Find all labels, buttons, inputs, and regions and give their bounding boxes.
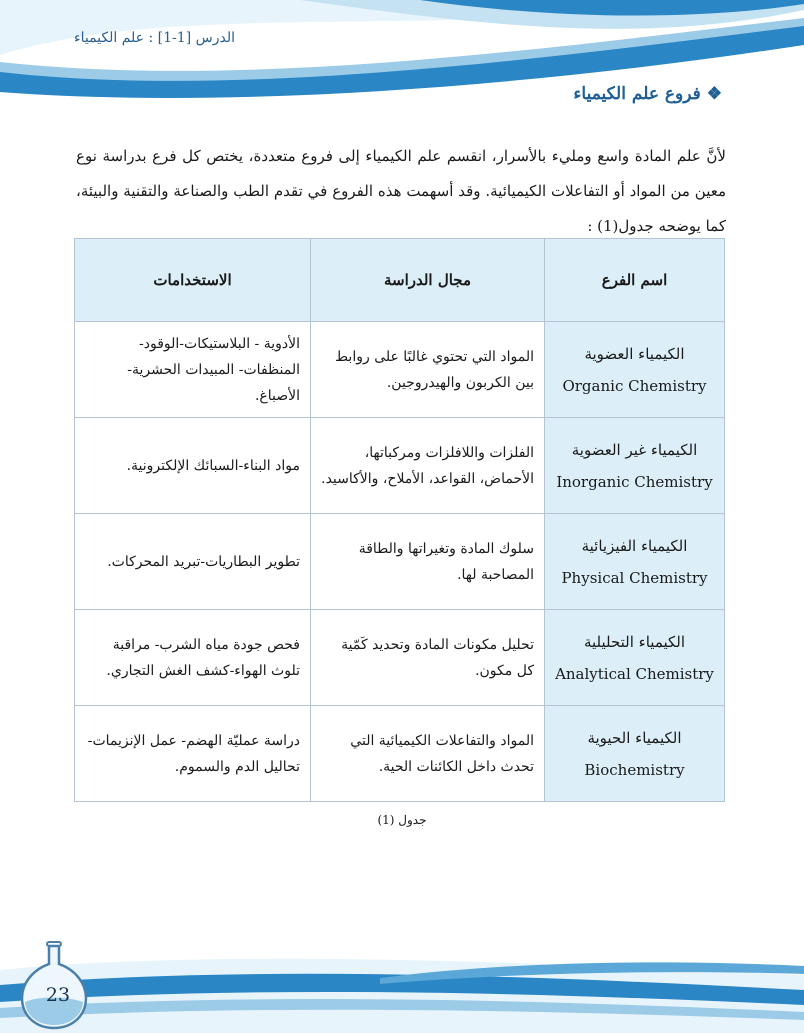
branch-name-en: Organic Chemistry (562, 376, 707, 395)
branch-cell (545, 610, 725, 706)
field-cell: الفلزات واللافلزات ومركباتها، الأحماض، القواعد، الأملاح، والأكاسيد. (311, 418, 545, 514)
branch-name-en: Analytical Chemistry (555, 664, 714, 683)
branch-cell (545, 322, 725, 418)
table-row (75, 706, 725, 802)
uses-cell: تطوير البطاريات-تبريد المحركات. (75, 514, 311, 610)
branch-name-ar: الكيمياء التحليلية (583, 632, 686, 651)
branch-name-ar: الكيمياء العضوية (584, 344, 685, 363)
branch-cell (545, 418, 725, 514)
uses-cell: دراسة عمليّة الهضم- عمل الإنزيمات-تحاليل الدم والسموم. (75, 706, 311, 802)
branch-name-ar: الكيمياء غير العضوية (571, 440, 698, 459)
header-branch-name: اسم الفرع (545, 239, 725, 322)
bottom-wave-decoration (0, 930, 804, 1033)
table-row (75, 610, 725, 706)
branch-cell (545, 514, 725, 610)
branch-name-en: Physical Chemistry (561, 568, 708, 587)
section-title-text: فروع علم الكيمياء (573, 84, 701, 104)
diamond-bullet-icon: ❖ (706, 84, 722, 104)
branch-name-ar: الكيمياء الفيزيائية (581, 536, 688, 555)
uses-cell: فحص جودة مياه الشرب- مراقبة تلوث الهواء-كشف الغش التجاري. (75, 610, 311, 706)
header-uses: الاستخدامات (75, 239, 311, 322)
table-row (75, 514, 725, 610)
field-cell: تحليل مكونات المادة وتحديد كَمّية كل مكون. (311, 610, 545, 706)
field-cell: المواد التي تحتوي غالبًا على روابط بين الكربون والهيدروجين. (311, 322, 545, 418)
branch-name-en: Biochemistry (584, 760, 685, 779)
uses-cell: الأدوية - البلاستيكات-الوقود-المنظفات- المبيدات الحشرية- الأصباغ. (75, 322, 311, 418)
uses-cell: مواد البناء-السبائك الإلكترونية. (75, 418, 311, 514)
table-row (75, 418, 725, 514)
table-header-row (75, 239, 725, 322)
field-cell: سلوك المادة وتغيراتها والطاقة المصاحبة لها. (311, 514, 545, 610)
lesson-header: الدرس [1-1] : علم الكيمياء (74, 30, 235, 46)
branch-cell (545, 706, 725, 802)
page-number: 23 (45, 984, 71, 1006)
branch-name-ar: الكيمياء الحيوية (587, 728, 682, 747)
table-row (75, 322, 725, 418)
intro-paragraph: لأنَّ علم المادة واسع ومليء بالأسرار، انقسم علم الكيمياء إلى فروع متعددة، يختص كل فرع بدراسة نوع معين من المواد أو التفاعلات الكيميائية. وقد أسهمت هذه الفروع في تقدم الطب والصناعة والتقنية والبيئة، كما يوضحه جدول(1) : (76, 147, 726, 235)
table-caption: جدول (1) (377, 813, 427, 827)
section-heading (573, 84, 722, 104)
branch-name-en: Inorganic Chemistry (556, 472, 713, 491)
field-cell: المواد والتفاعلات الكيميائية التي تحدث داخل الكائنات الحية. (311, 706, 545, 802)
header-field-of-study: مجال الدراسة (311, 239, 545, 322)
chemistry-branches-table (74, 238, 725, 802)
